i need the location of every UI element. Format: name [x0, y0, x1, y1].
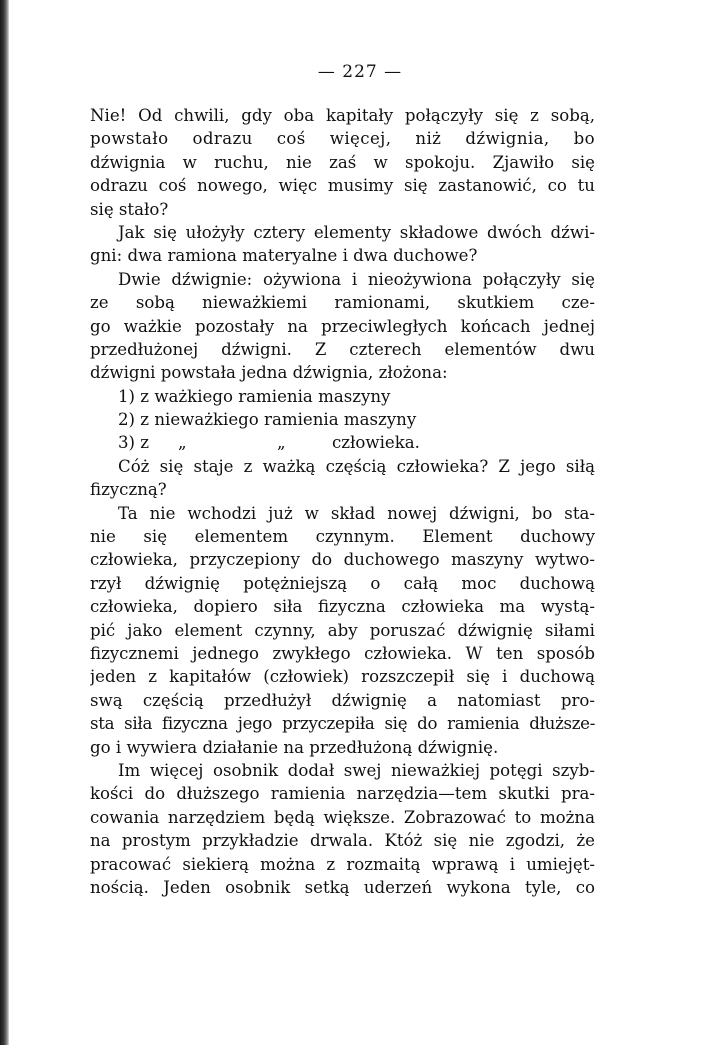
text-line: pracować siekierą można z rozmaitą wprawą i umiejęt-: [90, 854, 595, 874]
list-item: [90, 431, 595, 454]
text-line: na prostym przykładzie drwala. Któż się nie zgodzi, że: [90, 831, 595, 851]
text-line: nie się elementem czynnym. Element duchowy: [90, 527, 595, 547]
page-body-text: [90, 104, 595, 899]
list-item-prefix: 3) z: [118, 433, 150, 453]
list-item: 2) z nieważkiego ramienia maszyny: [118, 410, 417, 430]
text-line: kości do dłuższego ramienia narzędzia—tem skutki pra-: [90, 784, 595, 804]
text-line: swą częścią przedłużył dźwignię a natomiast pro-: [90, 690, 595, 710]
text-line: dźwigni powstała jedna dźwignia, złożona:: [90, 363, 448, 383]
text-line: gni: dwa ramiona materyalne i dwa duchowe?: [90, 246, 478, 266]
text-line: rzył dźwignię potężniejszą o całą moc duchową: [90, 573, 595, 593]
text-line: człowieka, przyczepiony do duchowego maszyny wytwo-: [90, 550, 595, 570]
text-line: cowania narzędziem będą większe. Zobrazować to można: [90, 807, 595, 827]
text-line: dźwignia w ruchu, nie zaś w spokoju. Zjawiło się: [90, 152, 595, 172]
text-line: fizyczną?: [90, 480, 167, 500]
text-line: go i wywiera działanie na przedłużoną dźwignię.: [90, 737, 499, 757]
text-line: Dwie dźwignie: ożywiona i nieożywiona połączyły się: [118, 269, 595, 289]
ditto-mark: „: [178, 433, 187, 453]
text-line: się stało?: [90, 199, 169, 219]
list-item-text: człowieka.: [332, 433, 420, 453]
text-line: ze sobą nieważkiemi ramionami, skutkiem cze-: [90, 293, 595, 313]
text-line: Cóż się staje z ważką częścią człowieka? Z jego siłą: [118, 456, 595, 476]
text-line: Nie! Od chwili, gdy oba kapitały połączyły się z sobą,: [90, 106, 595, 125]
book-binding-edge: [0, 0, 9, 1045]
text-line: pić jako element czynny, aby poruszać dźwignię siłami: [90, 620, 595, 640]
text-line: przedłużonej dźwigni. Z czterech elementów dwu: [90, 339, 595, 359]
text-line: jeden z kapitałów (człowiek) rozszczepił się i duchową: [90, 667, 595, 687]
text-line: fizycznemi jednego zwykłego człowieka. W ten sposób: [90, 643, 595, 663]
text-line: Jak się ułożyły cztery elementy składowe dwóch dźwi-: [118, 222, 595, 242]
text-line: Im więcej osobnik dodał swej nieważkiej potęgi szyb-: [118, 760, 595, 780]
text-line: odrazu coś nowego, więc musimy się zastanowić, co tu: [90, 176, 595, 196]
text-line: człowieka, dopiero siła fizyczna człowieka ma wystą-: [90, 597, 595, 617]
text-line: sta siła fizyczna jego przyczepiła się do ramienia dłuższe-: [90, 714, 595, 734]
page-number: — 227 —: [317, 62, 403, 82]
text-line: go ważkie pozostały na przeciwległych końcach jednej: [90, 316, 595, 336]
ditto-mark: „: [277, 433, 286, 453]
text-line: powstało odrazu coś więcej, niż dźwignia, bo: [90, 129, 595, 149]
text-line: nością. Jeden osobnik setką uderzeń wykona tyle, co: [90, 877, 595, 897]
list-item: 1) z ważkiego ramienia maszyny: [118, 386, 391, 406]
text-line: Ta nie wchodzi już w skład nowej dźwigni, bo sta-: [118, 503, 595, 523]
